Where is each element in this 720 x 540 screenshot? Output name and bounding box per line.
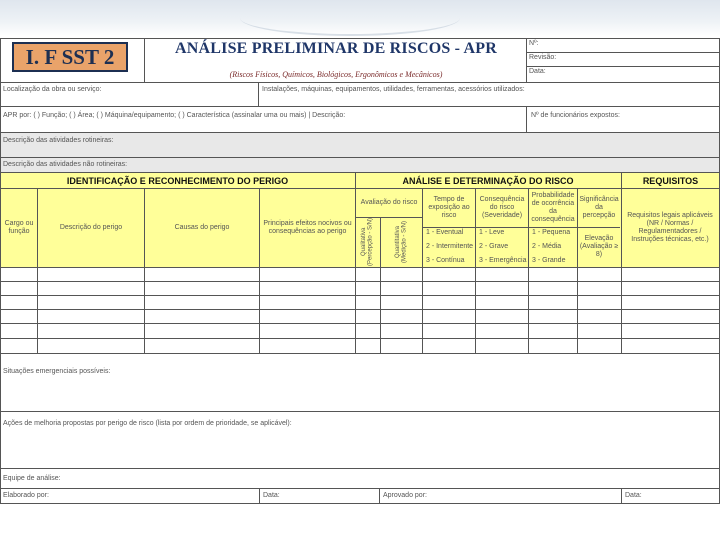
instalacoes-field[interactable]: Instalações, máquinas, equipamentos, utilidades, ferramentas, acessórios utilizados: <box>262 86 525 93</box>
consequencia-scale-2: 2 - Grave <box>479 243 509 250</box>
consequencia-scale-3: 3 - Emergência <box>479 257 527 264</box>
section-analise: ANÁLISE E DETERMINAÇÃO DO RISCO <box>402 176 574 186</box>
col-probabilidade: Probabilidade de ocorrência da consequência <box>531 191 575 224</box>
probabilidade-scale-3: 3 - Grande <box>532 257 566 264</box>
decorative-swoosh <box>240 0 460 36</box>
probabilidade-scale-1: 1 - Pequena <box>532 229 571 236</box>
col-principais-efeitos: Principais efeitos nocivos ou consequências ao perigo <box>263 219 352 235</box>
data-aprovado-field[interactable]: Data: <box>625 492 642 499</box>
col-consequencia: Consequência do risco (Severidade) <box>479 195 525 220</box>
col-cargo: Cargo ou função <box>4 219 34 235</box>
numero-funcionarios-field[interactable]: Nº de funcionários expostos: <box>531 112 620 119</box>
col-causas: Causas do perigo <box>174 223 230 231</box>
section-requisitos: REQUISITOS <box>642 176 699 186</box>
col-tempo-exposicao: Tempo de exposição ao risco <box>428 195 470 220</box>
form-subtitle: (Riscos Físicos, Químicos, Biológicos, Ergonômicos e Mecânicos) <box>229 70 443 79</box>
tempo-scale-1: 1 - Eventual <box>426 229 464 236</box>
consequencia-scale-1: 1 - Leve <box>479 229 505 236</box>
form-title: ANÁLISE PRELIMINAR DE RISCOS - APR <box>175 40 497 57</box>
tempo-scale-2: 2 - Intermitente <box>426 243 474 250</box>
descricao-atividades-field[interactable]: Descrição das atividades rotineiras: <box>3 137 114 144</box>
col-quantitativa: Quantitativa (Medição - S/N) <box>394 221 408 264</box>
aprovado-por-field[interactable]: Aprovado por: <box>383 492 427 499</box>
col-descricao-perigo: Descrição do perigo <box>59 223 123 231</box>
col-significancia: Significância da percepção <box>579 195 619 220</box>
probabilidade-scale-2: 2 - Média <box>532 243 562 250</box>
col-requisitos-legais: Requisitos legais aplicáveis (NR / Normas / Regulamentadores / Instruções técnicas, etc.) <box>627 211 713 244</box>
meta-numero-label: Nº: <box>529 40 539 47</box>
col-quantitativa-cell <box>381 218 422 266</box>
meta-data-label: Data: <box>529 68 546 75</box>
equipe-analise-field[interactable]: Equipe de análise: <box>3 475 61 482</box>
form-logo: I. F SST 2 <box>12 42 128 72</box>
apr-por-field[interactable]: APR por: ( ) Função; ( ) Área; ( ) Máquina/equipamento; ( ) Característica (assinalar uma ou mais) | Descrição: <box>3 112 346 119</box>
acoes-melhoria-field[interactable]: Ações de melhoria propostas por perigo de risco (lista por ordem de prioridade, se aplicável): <box>3 420 292 427</box>
elaborado-por-field[interactable]: Elaborado por: <box>3 492 49 499</box>
col-qualitativa-cell <box>356 218 380 266</box>
tempo-scale-3: 3 - Contínua <box>426 257 465 264</box>
data-elaborado-field[interactable]: Data: <box>263 492 280 499</box>
apr-form <box>0 36 720 504</box>
significancia-scale: Elevação (Avaliação ≥ 8) <box>579 234 619 259</box>
col-avaliacao: Avaliação do risco <box>360 198 418 206</box>
obra-servico-field[interactable]: Localização da obra ou serviço: <box>3 86 102 93</box>
meta-revisao-label: Revisão: <box>529 54 557 61</box>
descricao-nao-rotineiras-field[interactable]: Descrição das atividades não rotineiras: <box>3 161 128 168</box>
situacoes-emergencia-field[interactable]: Situações emergenciais possíveis: <box>3 368 111 375</box>
section-identificacao: IDENTIFICAÇÃO E RECONHECIMENTO DO PERIGO <box>66 176 289 186</box>
col-qualitativa: Qualitativa (Percepção - S/N) <box>361 217 374 266</box>
